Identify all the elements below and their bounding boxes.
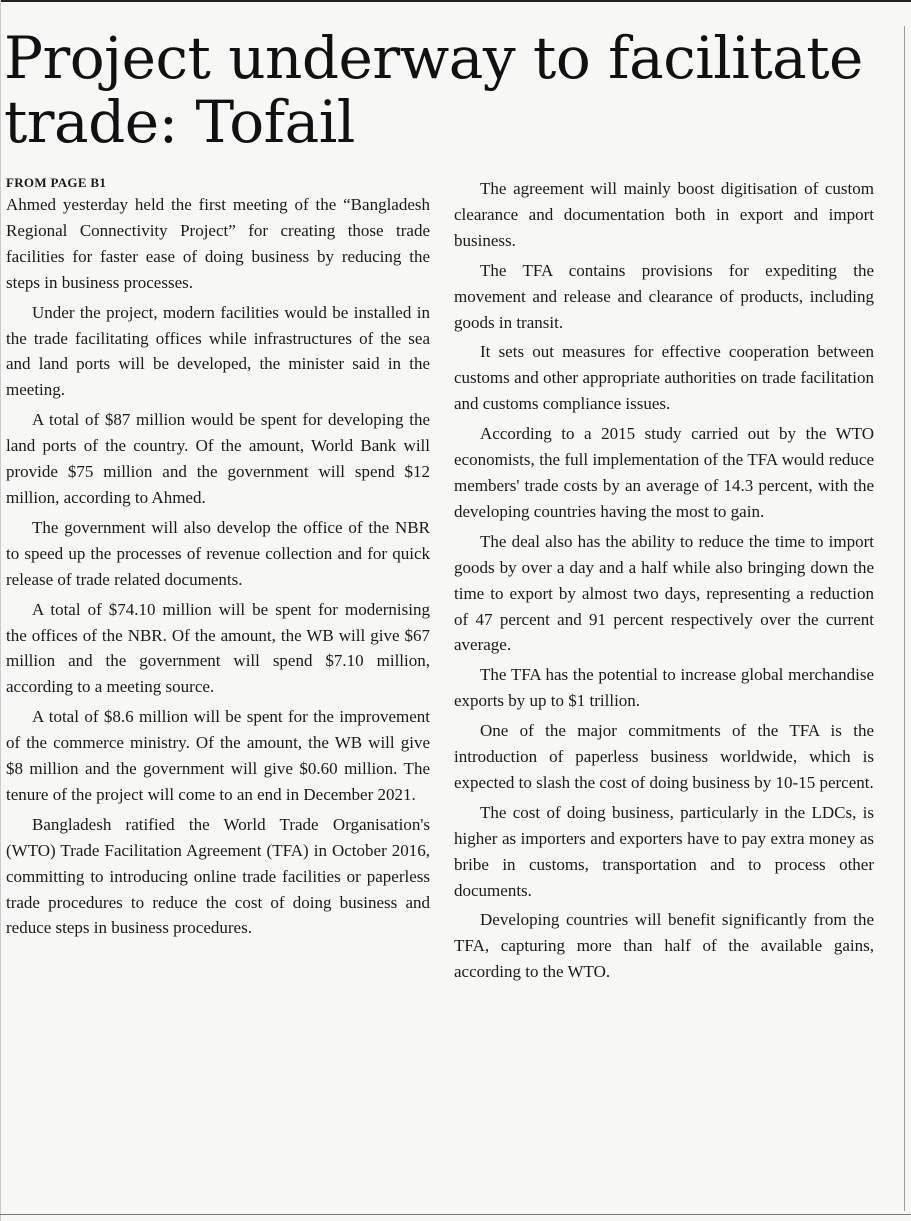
paragraph: A total of $8.6 million will be spent for the improvement of the commerce ministry. Of the amount, the WB will give $8 million and the government will give $0.60 million. The tenure of the project will come to an end in December 2021.: [6, 707, 430, 804]
column-rule-right: [904, 26, 905, 1211]
paragraph: One of the major commitments of the TFA is the introduction of paperless business worldwide, which is expected to slash the cost of doing business by 10-15 percent.: [454, 721, 874, 792]
paragraph: Ahmed yesterday held the first meeting of the “Bangladesh Regional Connectivity Project” for creating those trade facilities for faster ease of doing business by reducing the steps in business processes.: [6, 195, 430, 292]
from-page-label: FROM PAGE B1: [6, 175, 107, 190]
top-rule: [0, 0, 911, 2]
paragraph: The government will also develop the office of the NBR to speed up the processes of revenue collection and for quick release of trade related documents.: [6, 517, 430, 589]
paragraph: According to a 2015 study carried out by the WTO economists, the full implementation of the TFA would reduce members' trade costs by an average of 14.3 percent, with the developing countries having the most to gain.: [454, 424, 874, 521]
paragraph: Under the project, modern facilities would be installed in the trade facilitating offices while infrastructures of the sea and land ports will be developed, the minister said in the meeting.: [6, 302, 430, 400]
paragraph: The deal also has the ability to reduce the time to import goods by over a day and a half while also bringing down the time to export by almost two days, representing a reduction of 47 percent and 91 percent respectively over the current average.: [454, 531, 874, 655]
paragraph: The agreement will mainly boost digitisation of custom clearance and documentation both in export and import business.: [454, 179, 874, 250]
paragraph: Bangladesh ratified the World Trade Organisation's (WTO) Trade Facilitation Agreement (TFA) in October 2016, committing to introducing online trade facilities or paperless trade procedures to reduce the cost of doing business and reduce steps in business procedures.: [6, 814, 430, 938]
paragraph: The TFA has the potential to increase global merchandise exports by up to $1 trillion.: [454, 665, 874, 711]
bottom-rule: [0, 1214, 911, 1215]
article-headline: Project underway to facilitate trade: Tofail: [4, 24, 863, 156]
paragraph: The cost of doing business, particularly in the LDCs, is higher as importers and exporters have to pay extra money as bribe in customs, transportation and to process other documents.: [454, 802, 874, 900]
left-edge: [0, 0, 1, 1221]
paragraph: Developing countries will benefit significantly from the TFA, capturing more than half of the available gains, according to the WTO.: [454, 910, 874, 982]
right-column: [454, 174, 874, 985]
paragraph: A total of $87 million would be spent for developing the land ports of the country. Of the amount, World Bank will provide $75 million and the government will spend $12 million, according to Ahmed.: [6, 410, 430, 507]
paragraph: The TFA contains provisions for expediting the movement and release and clearance of products, including goods in transit.: [454, 260, 874, 332]
left-column: [6, 174, 430, 941]
paragraph: It sets out measures for effective cooperation between customs and other appropriate authorities on trade facilitation and customs compliance issues.: [454, 342, 874, 414]
paragraph: A total of $74.10 million will be spent for modernising the offices of the NBR. Of the amount, the WB will give $67 million and the government will spend $7.10 million, according to a meeting source.: [6, 599, 430, 697]
